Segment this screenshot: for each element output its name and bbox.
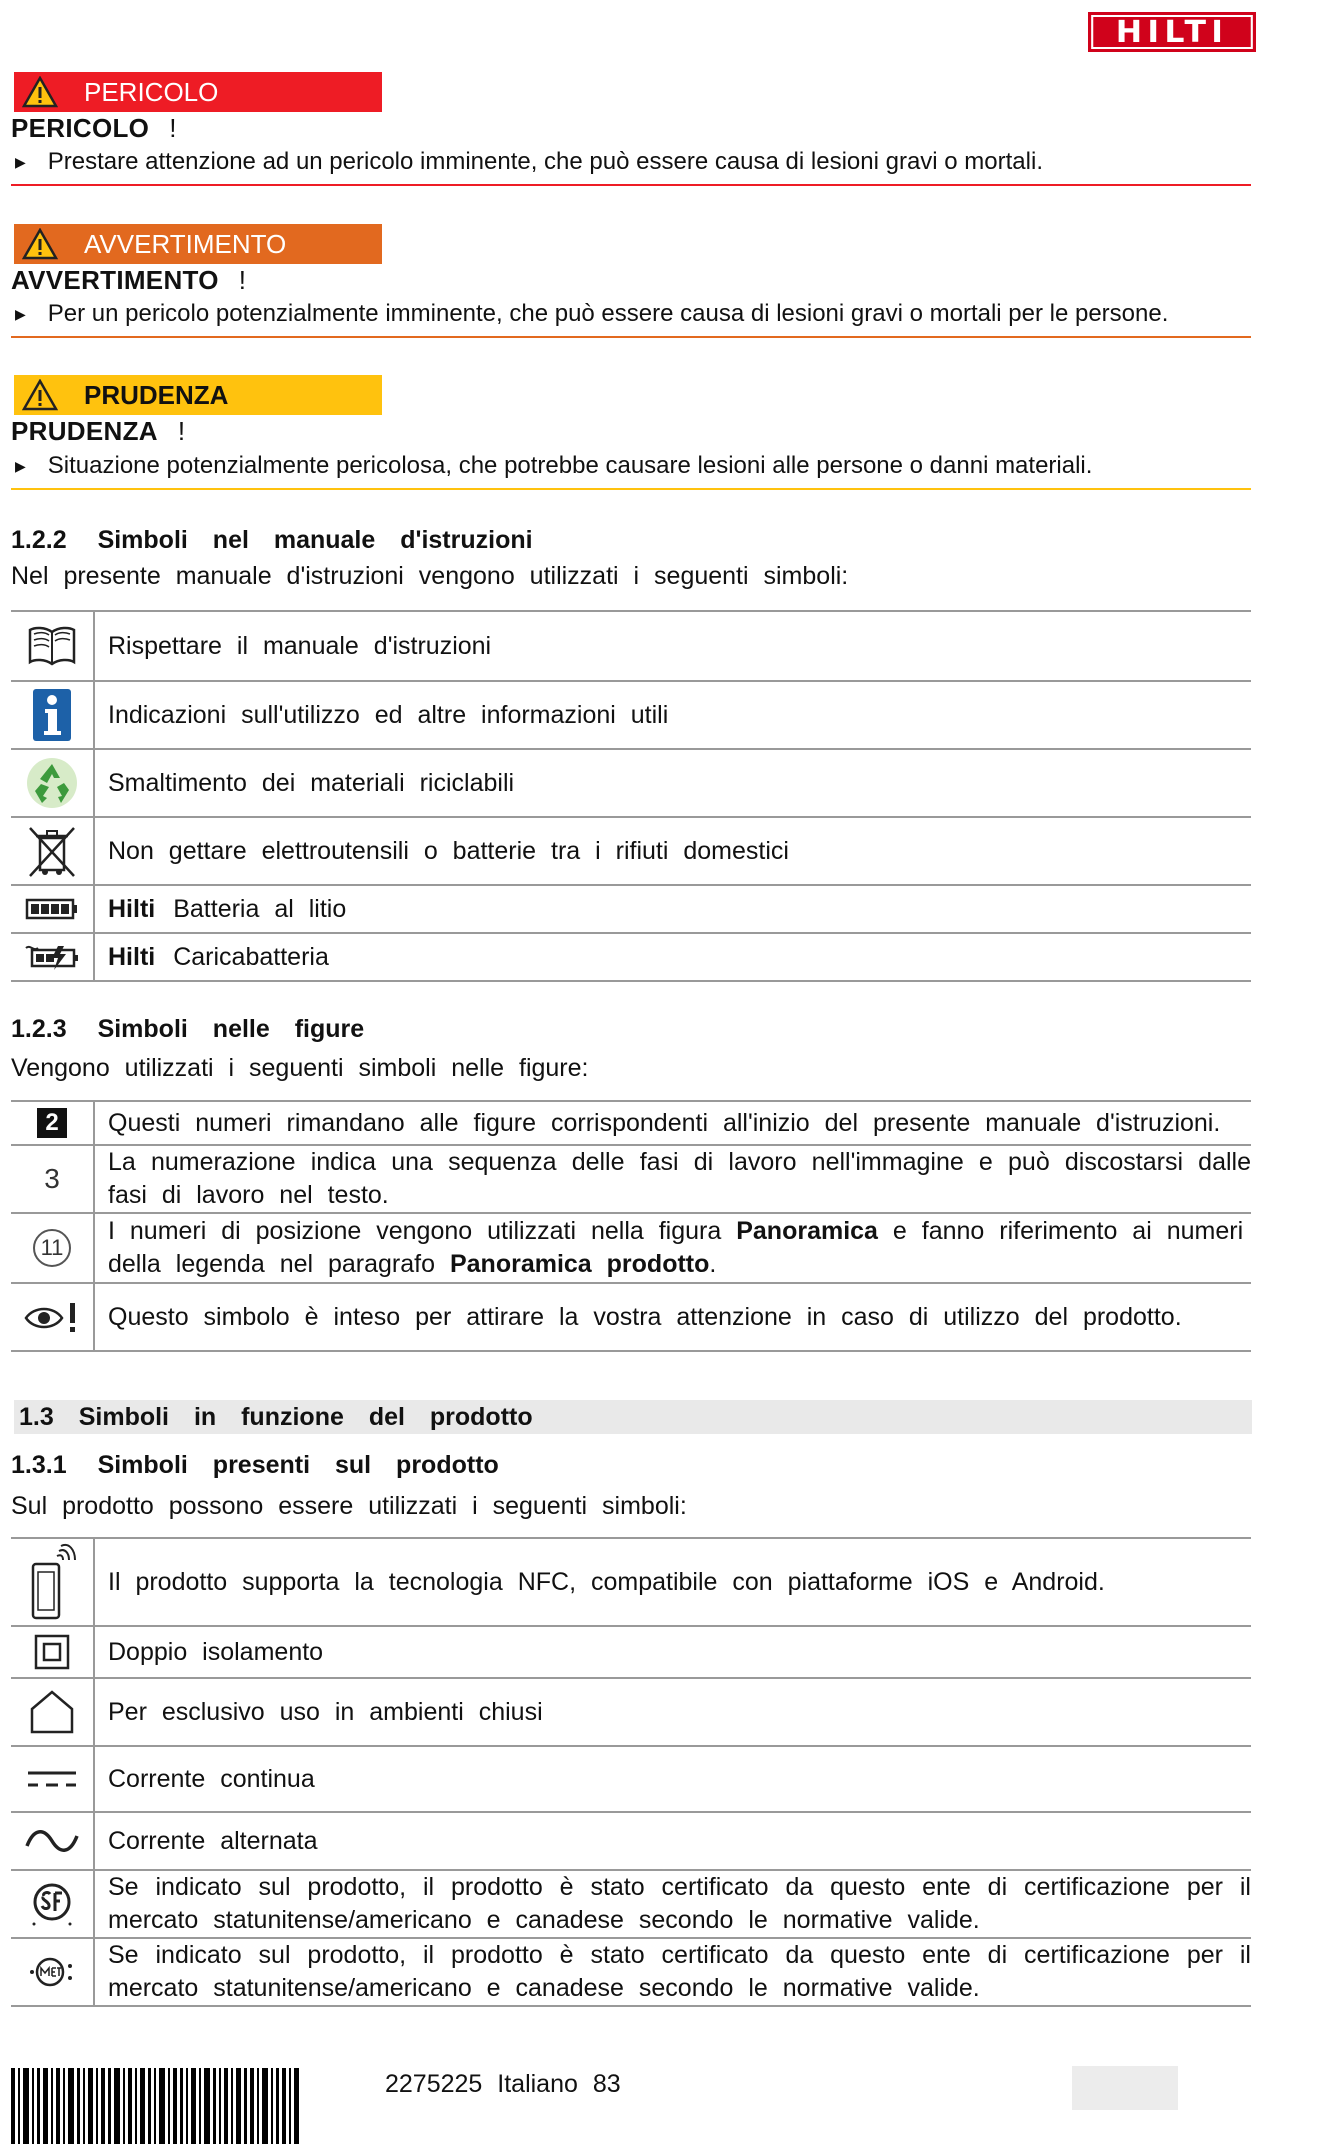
table-cell: Questo simbolo è inteso per attirare la vostra attenzione in caso di utilizzo del prodotto. (94, 1283, 1251, 1351)
caution-banner (14, 375, 382, 415)
table-row (11, 1626, 1251, 1678)
banner-label: AVVERTIMENTO (84, 228, 287, 259)
signal-description: ▶ Situazione potenzialmente pericolosa, che potrebbe causare lesioni alle persone o danni materiali. (15, 452, 1093, 479)
table-cell: Corrente continua (94, 1746, 1251, 1812)
section-heading: 1.3.1 Simboli presenti sul prodotto (11, 1451, 499, 1479)
signal-description: ▶ Per un pericolo potenzialmente imminente, che può essere causa di lesioni gravi o mortali per le persone. (15, 300, 1169, 327)
table-cell: Smaltimento dei materiali riciclabili (94, 749, 1251, 817)
table-row (11, 1283, 1251, 1351)
table-row (11, 749, 1251, 817)
barcode (11, 2068, 351, 2144)
divider (11, 488, 1251, 490)
eye-attention-icon (24, 1300, 80, 1334)
table-cell: Hilti Batteria al litio (94, 885, 1251, 933)
manual-symbols-table (11, 610, 1251, 982)
nfc-phone-icon (27, 1542, 77, 1622)
signal-description: ▶ Prestare attenzione ad un pericolo imminente, che può essere causa di lesioni gravi o mortali. (15, 148, 1043, 175)
crossed-bin-icon (26, 822, 78, 880)
table-row (11, 885, 1251, 933)
table-row (11, 1812, 1251, 1870)
csa-cert-icon (28, 1880, 76, 1928)
section-intro: Nel presente manuale d'istruzioni vengono utilizzati i seguenti simboli: (11, 562, 849, 590)
page-footer: 2275225 Italiano 83 (385, 2070, 621, 2098)
table-row (11, 1746, 1251, 1812)
book-icon (27, 624, 77, 668)
banner-label: PERICOLO (84, 76, 219, 107)
table-row (11, 1938, 1251, 2006)
table-cell: Rispettare il manuale d'istruzioni (94, 611, 1251, 681)
indoor-house-icon (28, 1689, 76, 1735)
warning-banner (14, 224, 382, 264)
table-cell: La numerazione indica una sequenza delle fasi di lavoro nell'immagine e può discostarsi dalle fasi di lavoro nel testo. (94, 1145, 1251, 1213)
section-heading: 1.2.2 Simboli nel manuale d'istruzioni (11, 526, 533, 554)
table-row (11, 1101, 1251, 1145)
table-cell: Se indicato sul prodotto, il prodotto è stato certificato da questo ente di certificazione per il mercato statunitense/americano e canadese secondo le normative valide. (94, 1870, 1251, 1938)
bullet-icon: ▶ (15, 153, 26, 170)
step-number-badge: 3 (44, 1163, 60, 1194)
table-row (11, 1145, 1251, 1213)
alternating-current-icon (24, 1826, 80, 1856)
section-intro: Sul prodotto possono essere utilizzati i seguenti simboli: (11, 1492, 687, 1520)
figure-symbols-table (11, 1100, 1251, 1352)
section-intro: Vengono utilizzati i seguenti simboli nelle figure: (11, 1054, 589, 1082)
info-icon (32, 688, 72, 742)
table-row (11, 933, 1251, 981)
table-cell: Se indicato sul prodotto, il prodotto è stato certificato da questo ente di certificazione per il mercato statunitense/americano e canadese secondo le normative valide. (94, 1938, 1251, 2006)
warning-triangle-icon (22, 76, 58, 108)
table-cell: Indicazioni sull'utilizzo ed altre informazioni utili (94, 681, 1251, 749)
recycle-icon (25, 756, 79, 810)
footer-box (1072, 2066, 1178, 2110)
table-cell: I numeri di posizione vengono utilizzati nella figura Panoramica e fanno riferimento ai numeri della legenda nel paragrafo Panoramica prodotto. (94, 1213, 1251, 1283)
met-cert-icon (26, 1954, 78, 1990)
section-heading: 1.2.3 Simboli nelle figure (11, 1015, 365, 1043)
table-row (11, 817, 1251, 885)
position-number-badge: 11 (33, 1229, 71, 1267)
section-title-bar: 1.3 Simboli in funzione del prodotto (14, 1400, 1252, 1434)
table-cell: Hilti Caricabatteria (94, 933, 1251, 981)
product-symbols-table (11, 1537, 1251, 2007)
danger-banner (14, 72, 382, 112)
double-insulation-icon (34, 1634, 70, 1670)
table-row (11, 1538, 1251, 1626)
warning-triangle-icon (22, 228, 58, 260)
table-cell: Corrente alternata (94, 1812, 1251, 1870)
table-cell: Doppio isolamento (94, 1626, 1251, 1678)
table-row (11, 1870, 1251, 1938)
battery-icon (25, 897, 79, 921)
figure-number-badge: 2 (37, 1108, 67, 1138)
banner-label: PRUDENZA (84, 379, 229, 410)
table-row (11, 681, 1251, 749)
bullet-icon: ▶ (15, 305, 26, 322)
divider (11, 336, 1251, 338)
signal-title: PERICOLO ! (11, 113, 177, 143)
table-cell: Questi numeri rimandano alle figure corrispondenti all'inizio del presente manuale d'istruzioni. (94, 1101, 1251, 1145)
signal-title: AVVERTIMENTO ! (11, 265, 247, 295)
table-cell: Non gettare elettroutensili o batterie tra i rifiuti domestici (94, 817, 1251, 885)
bullet-icon: ▶ (15, 457, 26, 474)
table-row (11, 1213, 1251, 1283)
divider (11, 184, 1251, 186)
table-row (11, 611, 1251, 681)
signal-title: PRUDENZA ! (11, 416, 186, 446)
table-row (11, 1678, 1251, 1746)
table-cell: Per esclusivo uso in ambienti chiusi (94, 1678, 1251, 1746)
table-cell: Il prodotto supporta la tecnologia NFC, compatibile con piattaforme iOS e Android. (94, 1538, 1251, 1626)
warning-triangle-icon (22, 379, 58, 411)
hilti-logo: HILTI (1088, 12, 1256, 52)
direct-current-icon (26, 1768, 78, 1790)
charger-icon (24, 942, 80, 972)
